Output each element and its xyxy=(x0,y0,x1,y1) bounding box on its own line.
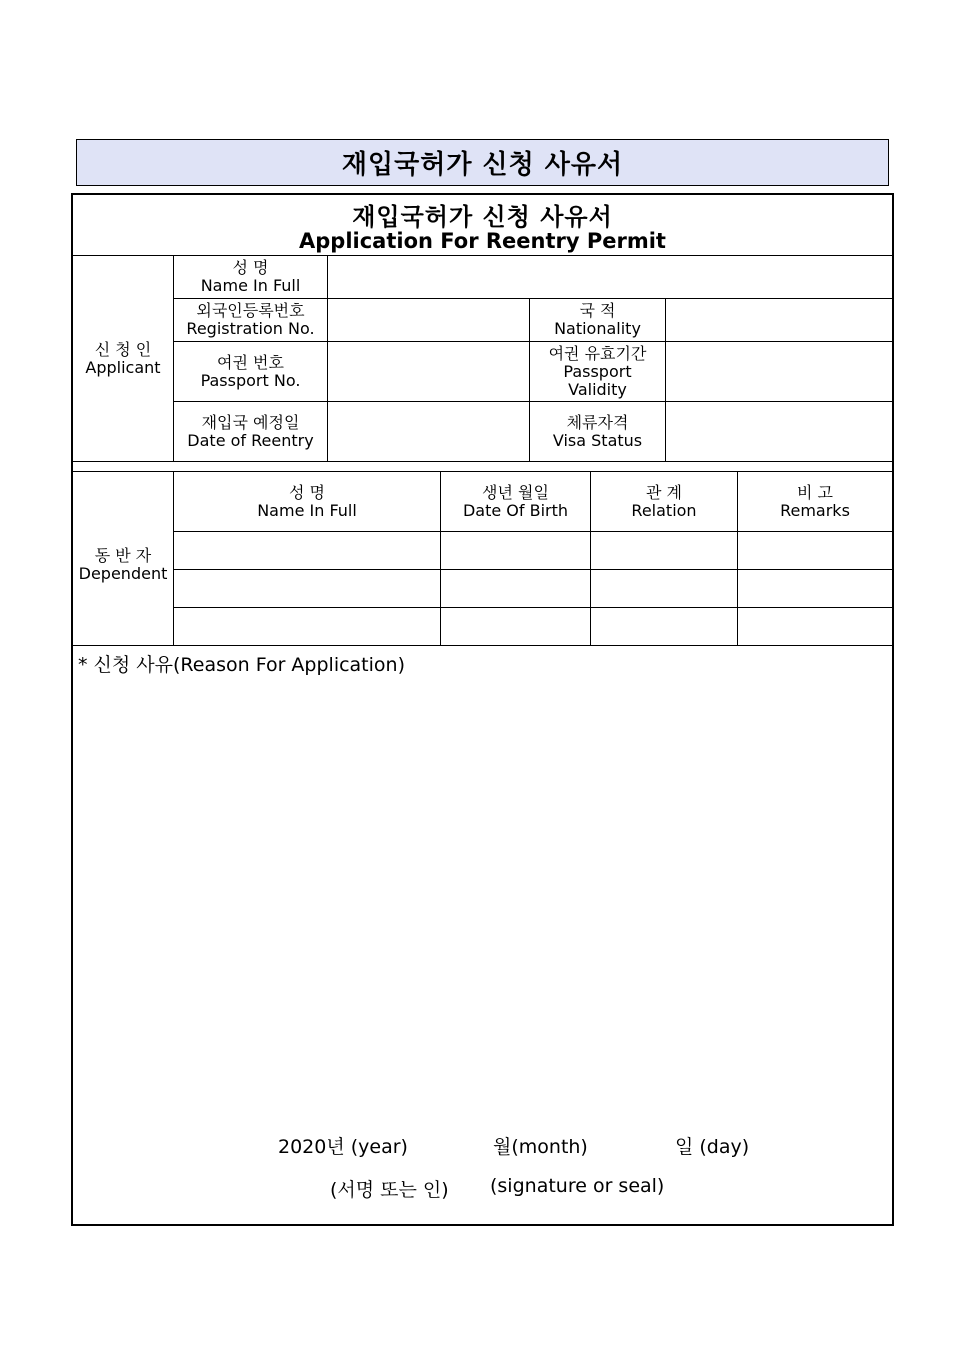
column-en: Date Of Birth xyxy=(462,500,569,520)
passport-validity-label xyxy=(530,342,665,401)
form-title-english: Application For Reentry Permit xyxy=(299,229,666,253)
visa-label-ko: 체류자격 xyxy=(566,412,629,432)
visa-status-field[interactable] xyxy=(666,402,892,461)
validity-label-en-1: Passport xyxy=(563,361,632,381)
signature-label-ko: (서명 또는 인) xyxy=(330,1179,449,1201)
registration-label-en: Registration No. xyxy=(186,319,315,338)
passport-label-ko: 여권 번호 xyxy=(217,352,284,372)
dependent-row-2-name[interactable] xyxy=(174,570,440,607)
column-ko: 비 고 xyxy=(797,482,833,502)
column-ko: 생년 월일 xyxy=(482,482,549,502)
dependent-label-en: Dependent xyxy=(78,563,168,583)
reentry-application-form xyxy=(71,193,894,1226)
form-title-korean: 재입국허가 신청 사유서 xyxy=(352,203,613,231)
column-en: Name In Full xyxy=(257,500,357,520)
date-month: 월(month) xyxy=(493,1136,588,1158)
dependent-row-1-name[interactable] xyxy=(174,532,440,569)
dependent-column-remarks xyxy=(738,472,892,531)
nationality-label-ko: 국 적 xyxy=(579,301,616,320)
registration-label-ko: 외국인등록번호 xyxy=(196,301,305,320)
applicant-section-label xyxy=(73,256,173,461)
dependent-row-2-birth[interactable] xyxy=(441,570,590,607)
name-label-ko: 성 명 xyxy=(232,258,269,277)
signature-label-en: (signature or seal) xyxy=(490,1175,665,1197)
dependent-row-2-relation[interactable] xyxy=(591,570,737,607)
dependent-row-3-name[interactable] xyxy=(174,608,440,645)
dependent-column-name xyxy=(174,472,440,531)
column-ko: 성 명 xyxy=(289,482,325,502)
applicant-label-en: Applicant xyxy=(85,357,161,377)
dependent-column-birth xyxy=(441,472,590,531)
dependent-row-1-birth[interactable] xyxy=(441,532,590,569)
dependent-label-ko: 동 반 자 xyxy=(94,545,152,565)
reentry-label-ko: 재입국 예정일 xyxy=(201,412,300,432)
banner-title: 재입국허가 신청 사유서 xyxy=(76,139,889,186)
dependent-row-3-birth[interactable] xyxy=(441,608,590,645)
reason-field[interactable] xyxy=(73,677,892,1117)
visa-status-label xyxy=(530,402,665,461)
nationality-label xyxy=(530,299,665,341)
reentry-label-en: Date of Reentry xyxy=(187,430,314,450)
date-day: 일 (day) xyxy=(675,1136,750,1158)
registration-field[interactable] xyxy=(328,299,529,341)
applicant-label-ko: 신 청 인 xyxy=(94,339,152,359)
reentry-date-field[interactable] xyxy=(328,402,529,461)
divider xyxy=(73,461,892,462)
visa-label-en: Visa Status xyxy=(552,430,643,450)
passport-field[interactable] xyxy=(328,342,529,401)
passport-label xyxy=(174,342,327,401)
validity-label-ko: 여권 유효기간 xyxy=(548,343,647,363)
dependent-row-2-remarks[interactable] xyxy=(738,570,892,607)
column-en: Remarks xyxy=(780,500,850,520)
column-en: Relation xyxy=(631,500,697,520)
dependent-row-1-remarks[interactable] xyxy=(738,532,892,569)
column-ko: 관 계 xyxy=(646,482,682,502)
date-year: 2020년 (year) xyxy=(278,1136,408,1158)
reason-label: * 신청 사유(Reason For Application) xyxy=(78,654,405,676)
passport-label-en: Passport No. xyxy=(200,370,301,390)
dependent-column-relation xyxy=(591,472,737,531)
applicant-name-field[interactable] xyxy=(328,256,892,298)
registration-label xyxy=(174,299,327,341)
name-label-en: Name In Full xyxy=(200,276,301,295)
divider xyxy=(73,645,892,646)
name-label xyxy=(174,256,327,298)
validity-label-en-2: Validity xyxy=(568,379,627,399)
reentry-date-label xyxy=(174,402,327,461)
dependent-row-1-relation[interactable] xyxy=(591,532,737,569)
passport-validity-field[interactable] xyxy=(666,342,892,401)
dependent-row-3-remarks[interactable] xyxy=(738,608,892,645)
nationality-field[interactable] xyxy=(666,299,892,341)
dependent-section-label xyxy=(73,472,173,645)
dependent-row-3-relation[interactable] xyxy=(591,608,737,645)
nationality-label-en: Nationality xyxy=(554,319,641,338)
